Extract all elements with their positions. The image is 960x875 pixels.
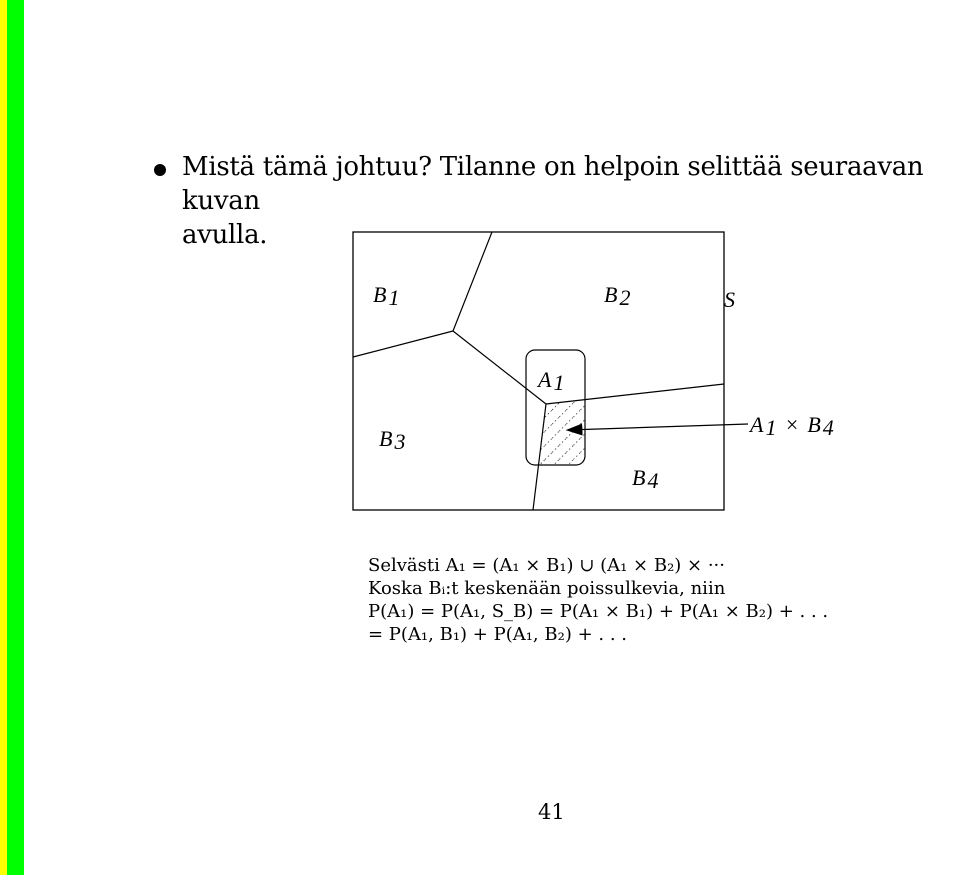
arrow (568, 424, 748, 430)
formula-block (368, 554, 958, 646)
label-b4: B4 (632, 465, 659, 493)
label-a1: A1 (538, 367, 565, 395)
label-a1-times-b4: A1 × B4 (750, 412, 834, 440)
page-number: 41 (538, 800, 565, 824)
label-b2: B2 (604, 282, 631, 310)
label-b1: B1 (373, 282, 400, 310)
bullet-text-line1: Mistä tämä johtuu? Tilanne on helpoin selittää seuraavan kuvan (182, 152, 924, 216)
formula-line-3: P(A₁) = P(A₁, S_B) = P(A₁ × B₁) + P(A₁ × B₂) + . . . (368, 601, 829, 622)
formula-line-1: Selvästi A₁ = (A₁ × B₁) ∪ (A₁ × B₂) × ··· (368, 555, 726, 576)
formula-line-4: = P(A₁, B₁) + P(A₁, B₂) + . . . (368, 624, 627, 645)
partition-line (453, 232, 492, 331)
partition-line (453, 331, 546, 404)
partition-line (353, 331, 453, 357)
label-s: S (724, 287, 735, 312)
bullet-text-line2: avulla. (182, 220, 268, 250)
formula-line-2: Koska Bᵢ:t keskenään poissulkevia, niin (368, 578, 726, 599)
label-b3: B3 (379, 426, 406, 454)
